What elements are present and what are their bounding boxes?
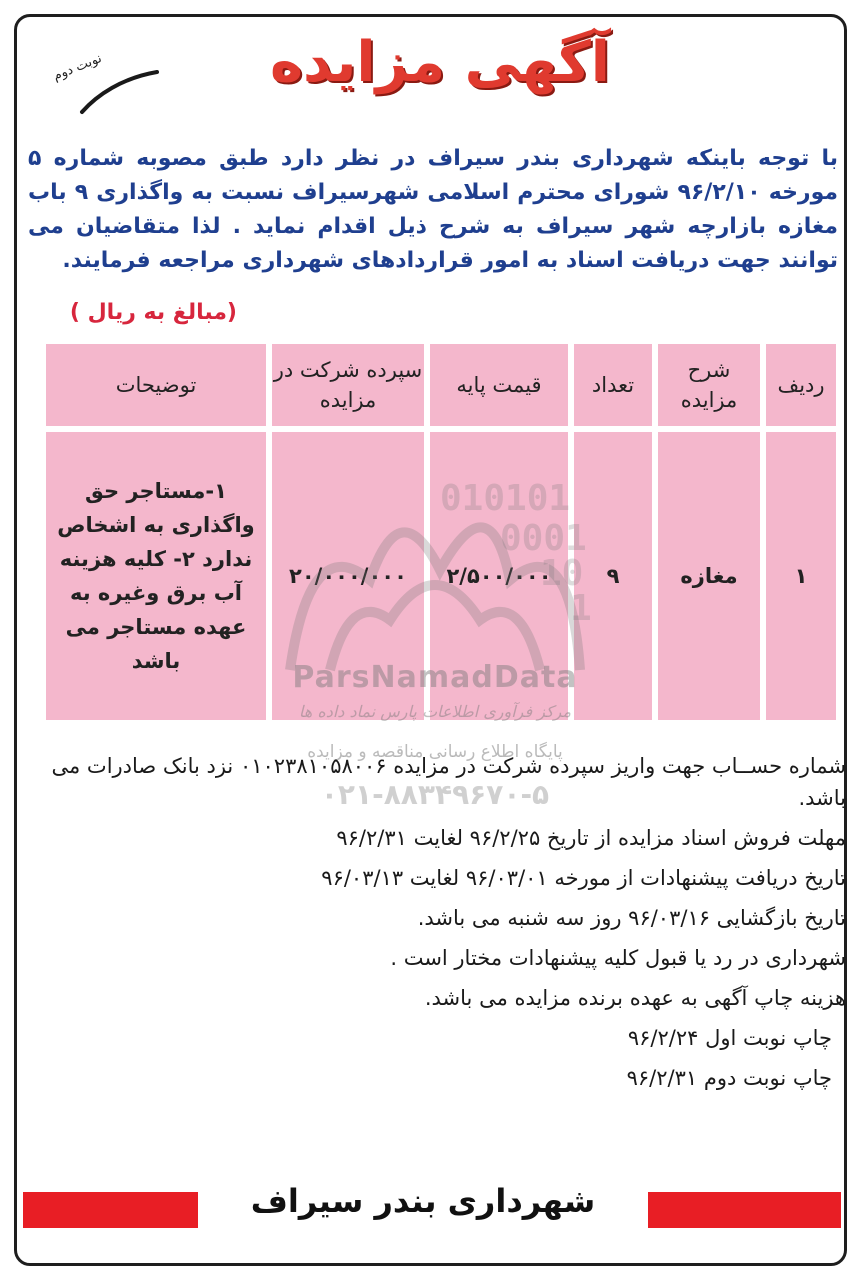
detail-ad-cost: هزینه چاپ آگهی به عهده برنده مزایده می باشد.: [424, 986, 846, 1010]
svg-text:0001: 0001: [500, 518, 587, 559]
swoosh-mark: [52, 50, 162, 120]
page-title: آگهی مزایده: [269, 30, 611, 95]
watermark-subtitle: مرکز فرآوری اطلاعات پارس نماد داده ها: [298, 702, 572, 721]
detail-sale-period: مهلت فروش اسناد مزایده از تاریخ ۹۶/۲/۲۵ لغایت ۹۶/۲/۳۱: [336, 826, 846, 850]
header-deposit: سپرده شرکت در مزایده: [272, 344, 424, 426]
cell-notes: ۱-مستاجر حق واگذاری به اشخاص ندارد ۲- کلیه هزینه آب برق وغیره به عهده مستاجر می باشد: [46, 432, 266, 720]
watermark-brand: ParsNamadData: [292, 660, 578, 695]
cell-row-number: ۱: [766, 432, 836, 720]
watermark-phone: ۰۲۱-۸۸۳۴۹۶۷۰-۵: [320, 778, 550, 811]
watermark-subtitle-2: پایگاه اطلاع رسانی مناقصه و مزایده: [307, 742, 563, 762]
cell-base-price: ۲/۵۰۰/۰۰۰: [430, 432, 568, 720]
detail-bid-period: تاریخ دریافت پیشنهادات از مورخه ۹۶/۰۳/۰۱ لغایت ۹۶/۰۳/۱۳: [321, 866, 846, 890]
cell-description: مغازه: [658, 432, 760, 720]
detail-second-print: چاپ نوبت دوم ۹۶/۲/۳۱: [626, 1066, 832, 1090]
cell-count: ۹: [574, 432, 652, 720]
currency-note: (مبالغ به ریال ): [69, 300, 237, 325]
details-section: [24, 750, 846, 1102]
header-description: شرح مزایده: [658, 344, 760, 426]
footer-issuer: شهرداری بندر سیراف: [198, 1172, 648, 1230]
header-row-number: ردیف: [766, 344, 836, 426]
header-count: تعداد: [574, 344, 652, 426]
cell-deposit: ۲۰/۰۰۰/۰۰۰: [272, 432, 424, 720]
print-round-stamp: نوبت دوم: [51, 50, 104, 85]
header-base-price: قیمت پایه: [430, 344, 568, 426]
header-notes: توضیحات: [46, 344, 266, 426]
table-header-row: [46, 344, 836, 426]
detail-rights: شهرداری در رد یا قبول کلیه پیشنهادات مختار است .: [390, 946, 846, 970]
detail-account: شماره حســاب جهت واریز سپرده شرکت در مزایده ۰۱۰۲۳۸۱۰۵۸۰۰۶ نزد بانک صادرات می باشد.: [51, 754, 846, 810]
svg-text:10: 10: [540, 553, 584, 594]
intro-paragraph: با توجه باینکه شهرداری بندر سیراف در نظر دارد طبق مصوبه شماره ۵ مورخه ۹۶/۲/۱۰ شورای محترم اسلامی شهرسیراف نسبت به واگذاری ۹ باب مغازه بازارچه شهر سیراف به شرح ذیل اقدام نماید . لذا متقاضیان می توانند جهت دریافت اسناد به امور قراردادهای شهرداری مراجعه فرمایند.: [28, 146, 839, 273]
detail-opening-date: تاریخ بازگشایی ۹۶/۰۳/۱۶ روز سه شنبه می باشد.: [417, 906, 846, 930]
svg-text:010101: 010101: [440, 478, 571, 519]
detail-first-print: چاپ نوبت اول ۹۶/۲/۲۴: [627, 1026, 832, 1050]
svg-text:1: 1: [570, 588, 592, 629]
